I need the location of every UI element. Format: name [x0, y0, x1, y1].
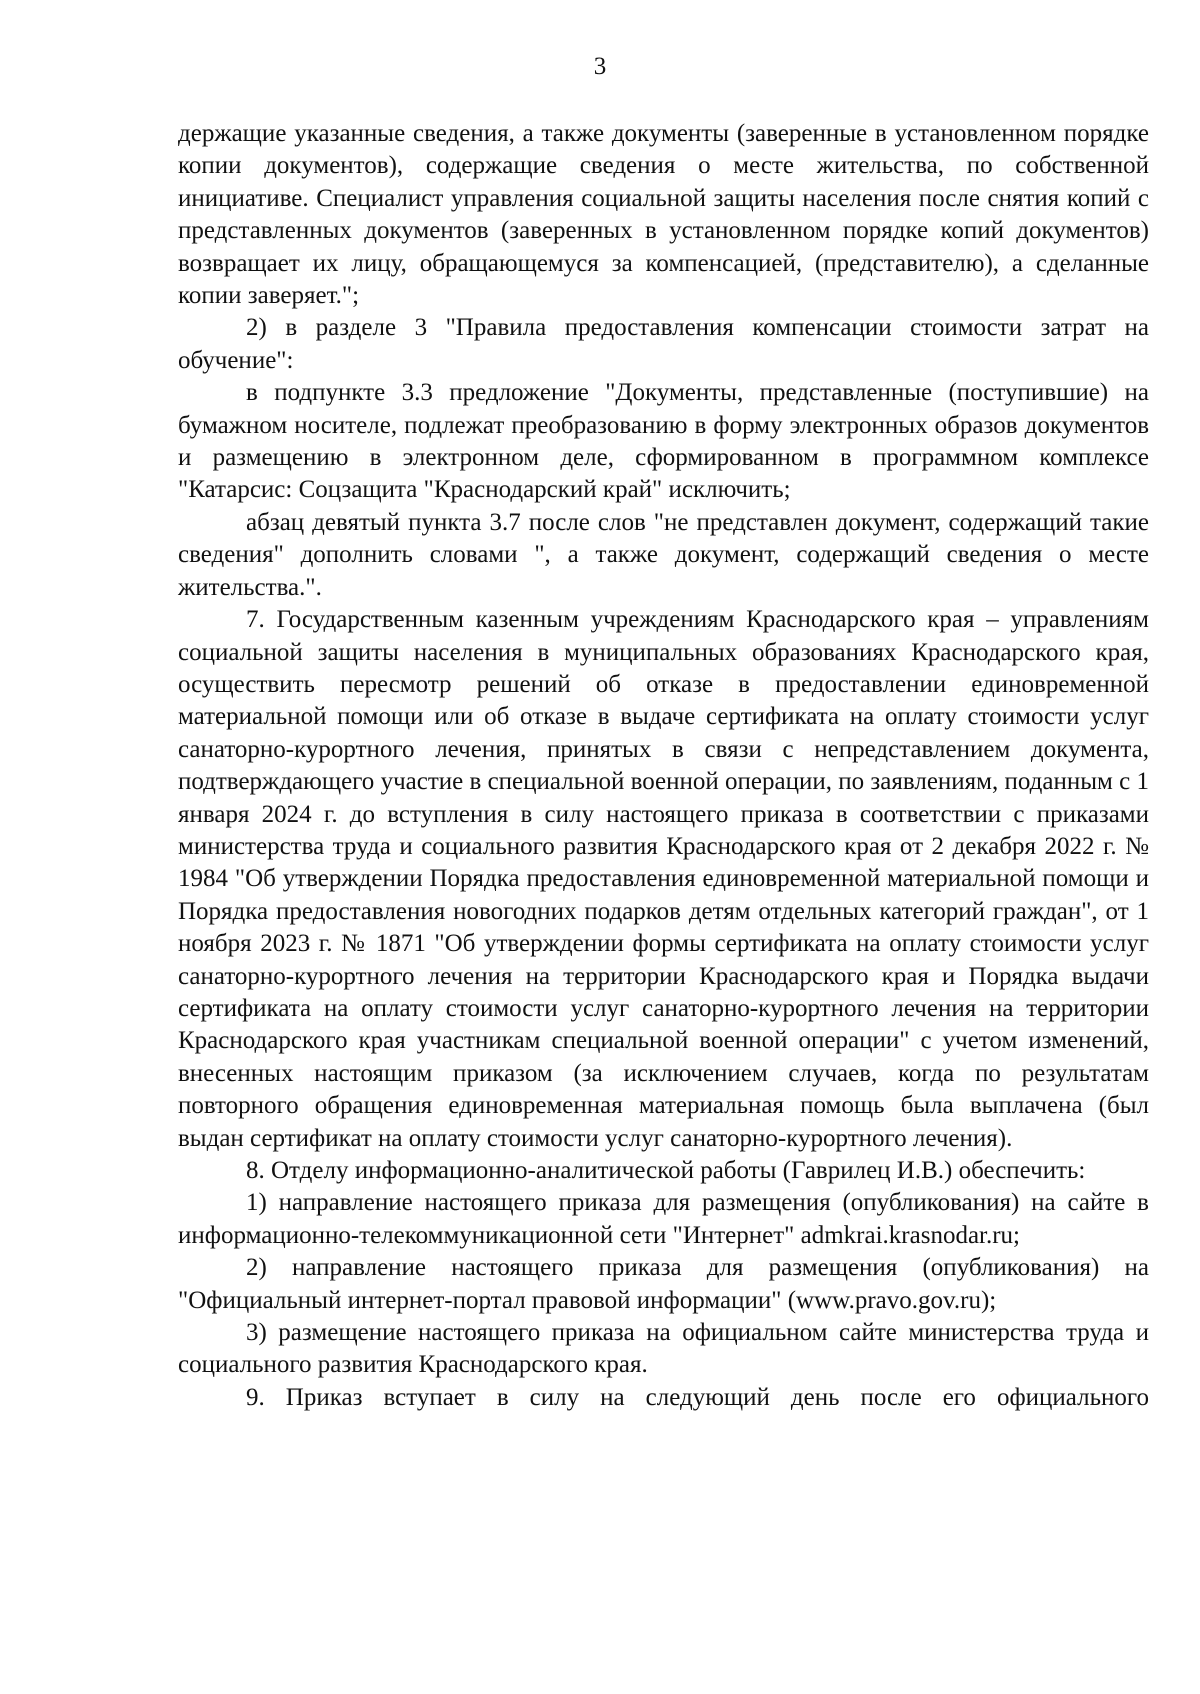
- paragraph-item-8-3: 3) размещение настоящего приказа на официальном сайте министерства труда и социального развития Краснодарского края.: [178, 1319, 1149, 1379]
- paragraph-item-9: 9. Приказ вступает в силу на следующий день после его официального: [246, 1383, 1149, 1411]
- paragraph-item-7: 7. Государственным казенным учреждениям Краснодарского края – управлениям социальной защиты населения в муниципальных образованиях Краснодарского края, осуществить пересмотр решений об отказе в предоставлении единовременной материальной помощи или об отказе в выдаче сертификата на оплату стоимости услуг санаторно-курортного лечения, принятых в связи с непредставлением документа, подтверждающего участие в специальной военной операции, по заявлениям, поданным с 1 января 2024 г. до вступления в силу настоящего приказа в соответствии с приказами министерства труда и социального развития Краснодарского края от 2 декабря 2022 г. № 1984 "Об утверждении Порядка предоставления единовременной материальной помощи и Порядка предоставления новогодних подарков детям отдельных категорий граждан", от 1 ноября 2023 г. № 1871 "Об утверждении формы сертификата на оплату стоимости услуг санаторно-курортного лечения на территории Краснодарского края и Порядка выдачи сертификата на оплату стоимости услуг санаторно-курортного лечения на территории Краснодарского края участникам специальной военной операции" с учетом изменений, внесенных настоящим приказом (за исключением случаев, когда по результатам повторного обращения единовременная материальная помощь была выплачена (был выдан сертификат на оплату стоимости услуг санаторно-курортного лечения).: [178, 606, 1149, 1152]
- paragraph-item-8-2: 2) направление настоящего приказа для размещения (опубликования) на "Официальный интернет-портал правовой информации" (www.pravo.gov.ru);: [178, 1254, 1149, 1314]
- paragraph-subitem-3-3: в подпункте 3.3 предложение "Документы, представленные (поступившие) на бумажном носителе, подлежат преобразованию в форму электронных образов документов и размещению в электронном деле, сформированном в программном комплексе "Катарсис: Соцзащита "Краснодарский край" исключить;: [178, 379, 1149, 504]
- page-number: 3: [593, 53, 607, 80]
- paragraph-item-8-1: 1) направление настоящего приказа для размещения (опубликования) на сайте в информационно-телекоммуникационной сети "Интернет" admkrai.krasnodar.ru;: [178, 1189, 1149, 1249]
- paragraph-section-3-amendment: 2) в разделе 3 "Правила предоставления компенсации стоимости затрат на обучение":: [178, 314, 1149, 374]
- paragraph-item-3-7: абзац девятый пункта 3.7 после слов "не представлен документ, содержащий такие сведения" дополнить словами ", а также документ, содержащий сведения о месте жительства.".: [178, 508, 1149, 601]
- paragraph-item-8: 8. Отделу информационно-аналитической работы (Гаврилец И.В.) обеспечить:: [246, 1157, 1086, 1184]
- paragraph-continuation: держащие указанные сведения, а также документы (заверенные в установленном порядке копии документов), содержащие сведения о месте жительства, по собственной инициативе. Специалист управления социальной защиты населения после снятия копий с представленных документов (заверенных в установленном порядке копий документов) возвращает их лицу, обращающемуся за компенсацией, (представителю), а сделанные копии заверяет.";: [178, 120, 1149, 310]
- document-body: [178, 118, 1149, 1414]
